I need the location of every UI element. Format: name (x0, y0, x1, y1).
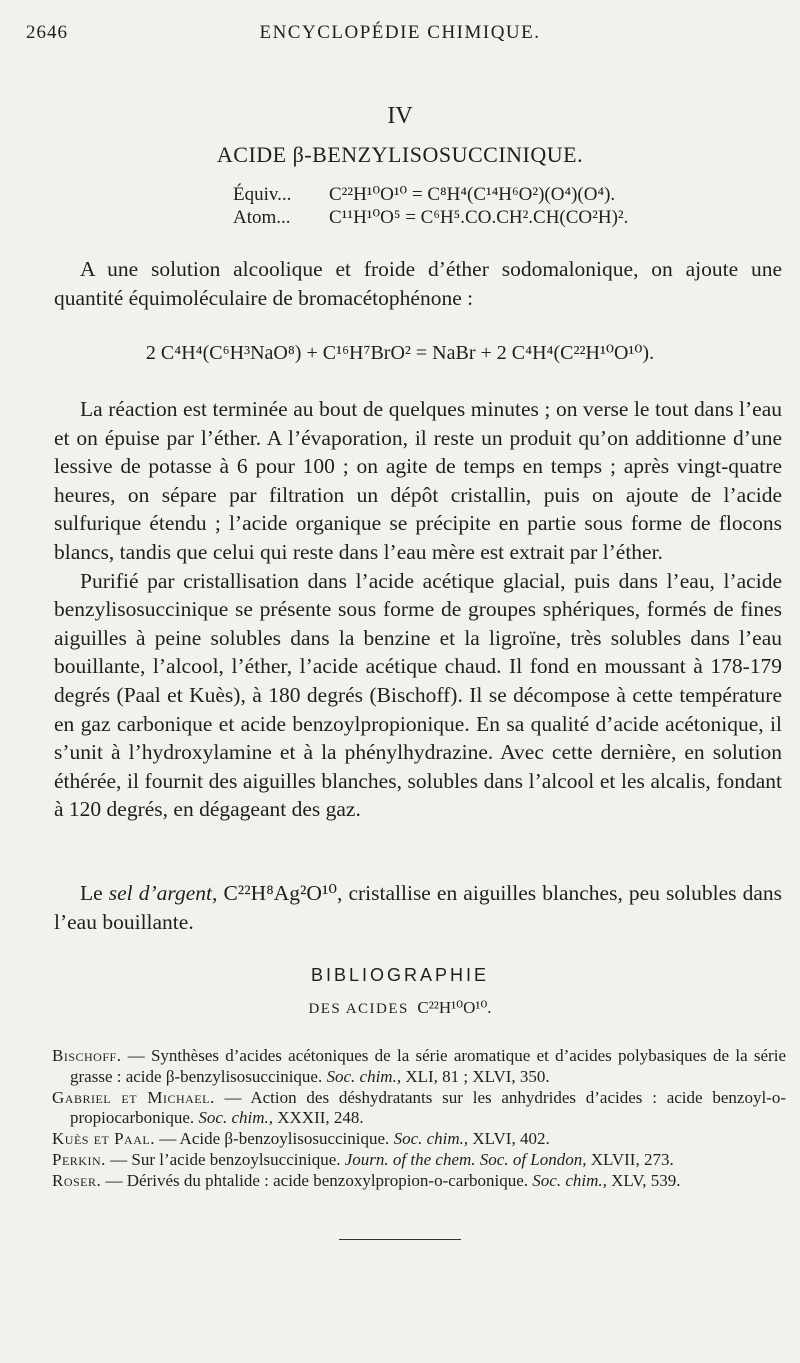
ref-citation: XLI, 81 ; XLVI, 350. (401, 1066, 550, 1086)
ref-citation: XLV, 539. (606, 1170, 681, 1190)
running-title: ENCYCLOPÉDIE CHIMIQUE. (259, 22, 541, 43)
ref-journal: Journ. of the chem. Soc. of London, (344, 1149, 587, 1169)
subtitle-prefix: DES ACIDES (308, 1001, 409, 1017)
bibliography-list (52, 1046, 786, 1192)
ref-citation: XXXII, 248. (273, 1108, 364, 1128)
ref-author: Perkin. (52, 1149, 106, 1169)
reference-entry (52, 1129, 786, 1150)
ref-text: — Sur l’acide benzoylsuccinique. (105, 1149, 345, 1169)
main-text (54, 395, 782, 824)
text-rest: C²²H⁸Ag²O¹⁰, cristallise en aiguilles blanches, peu solubles dans l’eau bouillante. (54, 881, 782, 934)
ref-author: Bischoff. (52, 1046, 122, 1065)
bibliography-title: BIBLIOGRAPHIE (310, 965, 490, 985)
ref-citation: XLVI, 402. (468, 1129, 550, 1149)
page-number: 2646 (26, 22, 68, 43)
silver-salt-paragraph (54, 879, 782, 936)
ref-journal: Soc. chim., (326, 1066, 402, 1086)
reference-entry (52, 1171, 786, 1192)
ref-author: Gabriel et Michael. (52, 1087, 215, 1107)
formula-equiv (233, 183, 615, 206)
ref-citation: XLVII, 273. (586, 1149, 674, 1169)
running-header (0, 18, 800, 48)
section-number: IV (387, 103, 413, 129)
formula-label: Équiv... (233, 184, 292, 205)
ref-journal: Soc. chim., (198, 1108, 273, 1128)
text-lead: Le (80, 881, 109, 905)
ref-journal: Soc. chim., (532, 1170, 607, 1190)
paragraph: A une solution alcoolique et froide d’éther sodomalonique, on ajoute une quantité équimoléculaire de bromacétophénone : (54, 257, 782, 310)
ref-text: — Dérivés du phtalide : acide benzoxylpropion-o-carbonique. (101, 1170, 533, 1190)
paragraph: La réaction est terminée au bout de quelques minutes ; on verse le tout dans l’eau et on épuise par l’éther. A l’évaporation, il reste un produit qu’on additionne d’une lessive de potasse à 6 pour 100 ; on agite de temps en temps ; après vingt-quatre heures, on sépare par filtration un dépôt cristallin, puis on ajoute de l’acide sulfurique étendu ; l’acide organique se précipite en partie sous forme de flocons blancs, tandis que celui qui reste dans l’eau mère est extrait par l’éther. (54, 397, 782, 564)
reaction-equation: 2 C⁴H⁴(C⁶H³NaO⁸) + C¹⁶H⁷BrO² = NaBr + 2 C⁴H⁴(C²²H¹⁰O¹⁰). (145, 342, 655, 364)
reference-entry (52, 1046, 786, 1088)
formula-value: C²²H¹⁰O¹⁰ = C⁸H⁴(C¹⁴H⁶O²)(O⁴)(O⁴). (329, 184, 616, 205)
reference-entry (52, 1150, 786, 1171)
ref-text: — Acide β-benzoylisosuccinique. (154, 1129, 394, 1149)
ref-author: Kuès et Paal. (52, 1129, 155, 1149)
ref-author: Roser. (52, 1170, 102, 1190)
reference-entry (52, 1088, 786, 1130)
formula-label: Atom... (233, 207, 291, 228)
section-title: ACIDE β-BENZYLISOSUCCINIQUE. (216, 142, 584, 167)
bibliography-subtitle (0, 998, 800, 1018)
ref-journal: Soc. chim., (393, 1129, 469, 1149)
ref-text: — Action des déshydratants sur les anhydrides d’acides : acide benzoyl-o-propiocarbonique. (70, 1087, 787, 1128)
end-rule (339, 1239, 461, 1240)
formula-value: C¹¹H¹⁰O⁵ = C⁶H⁵.CO.CH².CH(CO²H)². (329, 207, 629, 228)
salt-name: sel d’argent, (108, 881, 218, 905)
intro-paragraph (54, 255, 782, 312)
formula-atom (233, 206, 628, 229)
ref-text: — Synthèses d’acides acétoniques de la série aromatique et d’acides polybasiques de la série grasse : acide β-benzylisosuccinique. (70, 1046, 786, 1086)
paragraph (54, 879, 782, 936)
subtitle-formula: C²²H¹⁰O¹⁰. (417, 998, 492, 1017)
paragraph: Purifié par cristallisation dans l’acide acétique glacial, puis dans l’eau, l’acide benzylisosuccinique se présente sous forme de groupes sphériques, formés de fines aiguilles à peine solubles dans la benzine et la ligroïne, très solubles dans l’eau bouillante, l’alcool, l’éther, l’acide acétique chaud. Il fond en moussant à 178-179 degrés (Paal et Kuès), à 180 degrés (Bischoff). Il se décompose à cette température en gaz carbonique et acide benzoylpropionique. En sa qualité d’acide acétonique, il s’unit à l’hydroxylamine et à la phénylhydrazine. Avec cette dernière, en solution éthérée, il fournit des aiguilles blanches, solubles dans l’alcool et les alcalis, fondant à 120 degrés, en dégageant des gaz. (54, 568, 782, 822)
